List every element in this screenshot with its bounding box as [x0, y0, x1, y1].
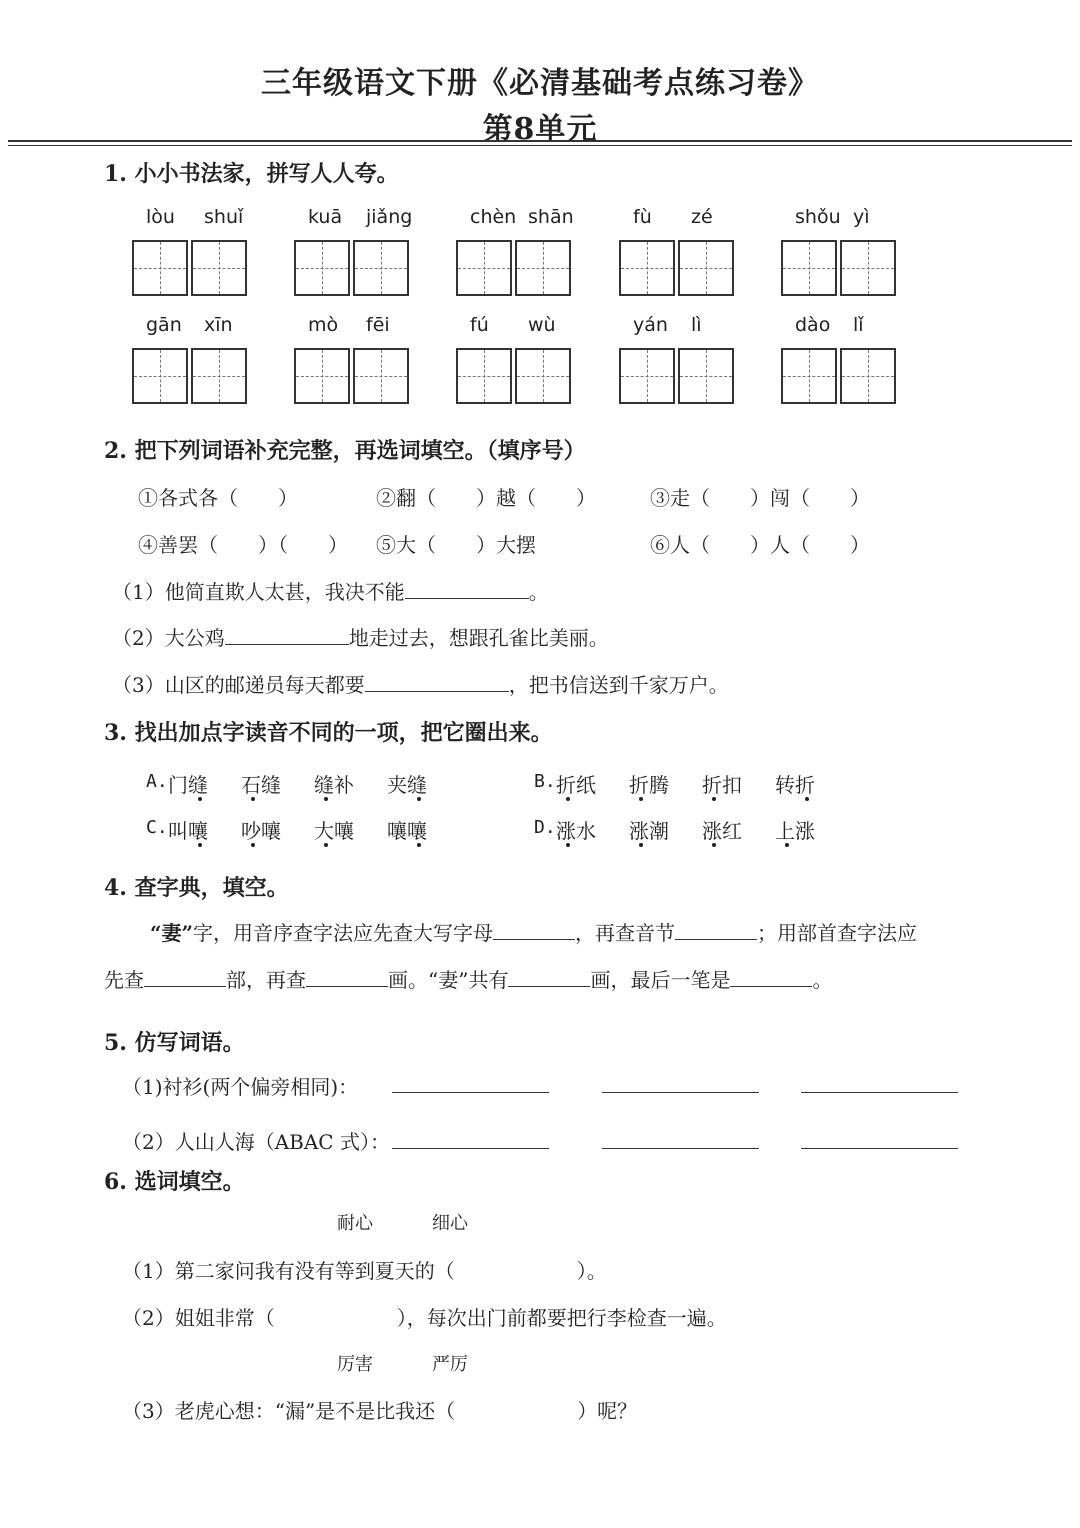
choice-word[interactable]: 涨红 [702, 819, 742, 843]
emphasis-dot [639, 843, 643, 847]
q1-heading: 1. 小小书法家，拼写人人夸。 [104, 161, 399, 187]
emphasis-dot [566, 843, 570, 847]
pinyin-syllable: wù [528, 314, 556, 336]
answer-blank[interactable] [144, 966, 226, 987]
pinyin-syllable: gān [146, 314, 182, 336]
unit-subtitle: 第8单元 [482, 112, 598, 147]
emphasis-dot [324, 843, 328, 847]
choice-label[interactable]: D. [534, 817, 556, 838]
choice-word[interactable]: 上涨 [775, 819, 815, 843]
choice-word[interactable]: 涨水 [556, 819, 596, 843]
emphasis-dot [251, 797, 255, 801]
q3-heading: 3. 找出加点字读音不同的一项，把它圈出来。 [104, 720, 553, 746]
header-rule-thick [8, 140, 1072, 142]
choice-word[interactable]: 折腾 [629, 773, 669, 797]
choice-word[interactable]: 门缝 [168, 773, 208, 797]
q5-prompt-1: （1)衬衫(两个偏旁相同)： [122, 1075, 359, 1099]
q5-heading: 5. 仿写词语。 [104, 1030, 245, 1056]
choice-label[interactable]: A. [146, 771, 168, 792]
emphasis-dot [639, 797, 643, 801]
writing-cell[interactable] [781, 348, 837, 404]
tianzige-grid [294, 240, 409, 296]
page-title: 三年级语文下册《必清基础考点练习卷》 [261, 66, 819, 101]
q4-heading: 4. 查字典，填空。 [104, 875, 289, 901]
tianzige-grid [294, 348, 409, 404]
writing-cell[interactable] [515, 348, 571, 404]
pinyin-syllable: xīn [204, 314, 233, 336]
emphasis-dot [712, 797, 716, 801]
choice-word[interactable]: 折扣 [702, 773, 742, 797]
choice-word[interactable]: 折纸 [556, 773, 596, 797]
answer-blank[interactable] [675, 919, 757, 940]
choice-label[interactable]: B. [534, 771, 556, 792]
answer-blank[interactable] [493, 919, 575, 940]
pinyin-syllable: fú [470, 314, 489, 336]
choice-word[interactable]: 石缝 [241, 773, 281, 797]
emphasis-dot [251, 843, 255, 847]
choice-word[interactable]: 转折 [775, 773, 815, 797]
answer-blank[interactable] [508, 966, 590, 987]
tianzige-grid [619, 348, 734, 404]
pinyin-syllable: lǐ [853, 314, 864, 336]
idiom-1: ①各式各（ ） [138, 486, 298, 510]
q2-sentence-1: （1）他简直欺人太甚，我决不能 。 [112, 580, 549, 604]
writing-cell[interactable] [132, 348, 188, 404]
emphasis-dot [785, 843, 789, 847]
pinyin-syllable: yán [633, 314, 668, 336]
writing-cell[interactable] [294, 240, 350, 296]
tianzige-grid [132, 348, 247, 404]
word-option: 厉害 [337, 1354, 373, 1375]
emphasis-dot [417, 797, 421, 801]
q4-line-1: “妻”字，用音序查字法应先查大写字母 ，再查音节 ；用部首查字法应 [150, 921, 918, 945]
pinyin-syllable: fēi [366, 314, 390, 336]
q6-sentence-3: （3）老虎心想：“漏”是不是比我还（ ）呢？ [122, 1399, 638, 1423]
tianzige-grid [132, 240, 247, 296]
tianzige-grid [456, 240, 571, 296]
answer-line[interactable] [602, 1148, 759, 1149]
choice-label[interactable]: C. [146, 817, 168, 838]
tianzige-grid [781, 240, 896, 296]
answer-line[interactable] [392, 1092, 549, 1093]
pinyin-syllable: mò [308, 314, 339, 336]
choice-word[interactable]: 嚷嚷 [387, 819, 427, 843]
q6-sentence-2: （2）姐姐非常（ ），每次出门前都要把行李检查一遍。 [122, 1306, 727, 1330]
pinyin-syllable: zé [691, 206, 713, 228]
choice-word[interactable]: 缝补 [314, 773, 354, 797]
pinyin-syllable: shǒu [795, 206, 841, 228]
writing-cell[interactable] [191, 348, 247, 404]
writing-cell[interactable] [353, 240, 409, 296]
pinyin-syllable: shuǐ [204, 206, 244, 228]
emphasis-dot [417, 843, 421, 847]
word-option: 严厉 [432, 1354, 468, 1375]
writing-cell[interactable] [840, 348, 896, 404]
idiom-5: ⑤大（ ）大摆 [376, 533, 536, 557]
pinyin-syllable: jiǎng [366, 206, 413, 228]
answer-line[interactable] [801, 1092, 958, 1093]
emphasis-dot [566, 797, 570, 801]
writing-cell[interactable] [456, 348, 512, 404]
word-option: 细心 [432, 1213, 468, 1234]
writing-cell[interactable] [619, 240, 675, 296]
q6-heading: 6. 选词填空。 [104, 1169, 245, 1195]
header-rule-thin [8, 145, 1072, 146]
idiom-3: ③走（ ）闯（ ） [650, 486, 870, 510]
pinyin-syllable: fù [633, 206, 652, 228]
q2-heading: 2. 把下列词语补充完整，再选词填空。（填序号） [104, 438, 586, 464]
word-option: 耐心 [337, 1213, 373, 1234]
pinyin-syllable: chèn [470, 206, 517, 228]
idiom-2: ②翻（ ）越（ ） [376, 486, 596, 510]
writing-cell[interactable] [840, 240, 896, 296]
pinyin-syllable: shān [528, 206, 574, 228]
pinyin-syllable: lì [691, 314, 702, 336]
tianzige-grid [781, 348, 896, 404]
q6-sentence-1: （1）第二家问我有没有等到夏天的（ ）。 [122, 1259, 607, 1283]
q2-sentence-2: （2）大公鸡 地走过去，想跟孔雀比美丽。 [112, 626, 609, 650]
answer-blank[interactable] [405, 578, 529, 599]
answer-blank[interactable] [225, 624, 349, 645]
pinyin-syllable: dào [795, 314, 831, 336]
emphasis-dot [198, 843, 202, 847]
q5-prompt-2: （2）人山人海（ABAC 式）： [122, 1130, 390, 1154]
emphasis-dot [198, 797, 202, 801]
q2-sentence-3: （3）山区的邮递员每天都要 ，把书信送到千家万户。 [112, 673, 729, 697]
answer-line[interactable] [392, 1148, 549, 1149]
writing-cell[interactable] [678, 348, 734, 404]
answer-blank[interactable] [365, 671, 509, 692]
pinyin-syllable: yì [853, 206, 870, 228]
writing-cell[interactable] [678, 240, 734, 296]
writing-cell[interactable] [515, 240, 571, 296]
q4-line-2: 先查 部，再查 画。“妻”共有 画，最后一笔是 。 [104, 968, 833, 992]
emphasis-dot [324, 797, 328, 801]
idiom-6: ⑥人（ ）人（ ） [650, 533, 870, 557]
answer-blank[interactable] [306, 966, 388, 987]
writing-cell[interactable] [191, 240, 247, 296]
choice-word[interactable]: 夹缝 [387, 773, 427, 797]
answer-line[interactable] [801, 1148, 958, 1149]
tianzige-grid [619, 240, 734, 296]
writing-cell[interactable] [353, 348, 409, 404]
pinyin-syllable: kuā [308, 206, 343, 228]
tianzige-grid [456, 348, 571, 404]
idiom-4: ④善罢（ ）（ ） [138, 533, 348, 557]
writing-cell[interactable] [619, 348, 675, 404]
answer-blank[interactable] [730, 966, 812, 987]
choice-word[interactable]: 吵嚷 [241, 819, 281, 843]
emphasis-dot [805, 797, 809, 801]
writing-cell[interactable] [132, 240, 188, 296]
choice-word[interactable]: 大嚷 [314, 819, 354, 843]
writing-cell[interactable] [781, 240, 837, 296]
writing-cell[interactable] [294, 348, 350, 404]
writing-cell[interactable] [456, 240, 512, 296]
answer-line[interactable] [602, 1092, 759, 1093]
choice-word[interactable]: 涨潮 [629, 819, 669, 843]
pinyin-syllable: lòu [146, 206, 175, 228]
emphasis-dot [712, 843, 716, 847]
choice-word[interactable]: 叫嚷 [168, 819, 208, 843]
